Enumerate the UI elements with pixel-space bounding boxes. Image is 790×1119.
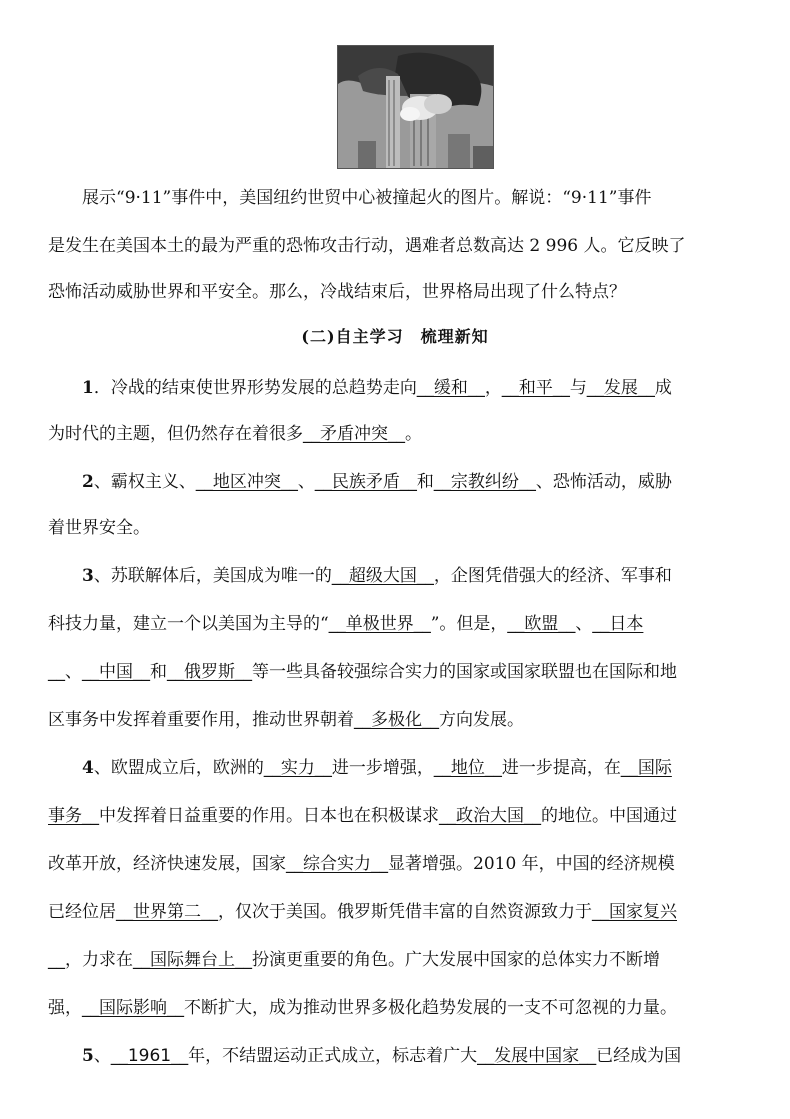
item-text: 的地位。中国通过 [541,806,677,826]
item-1-line-1 [82,376,672,400]
item-1-line-2 [48,422,422,446]
item-4-line-1 [82,756,672,780]
answer-blank: __缓和__ [416,378,485,398]
answer-blank: __发展中国家__ [477,1046,597,1066]
answer-blank: __地位__ [433,758,502,778]
item-text: 和 [150,662,167,682]
item-text: ， [484,378,502,398]
answer-blank: __中国__ [82,662,150,682]
answer-blank: __世界第二__ [116,902,218,922]
answer-blank: __ [48,950,65,970]
item-number: 2 [82,472,94,492]
item-5-line-1 [82,1044,681,1068]
answer-blank: __多极化__ [354,710,439,730]
item-text: ，仅次于美国。俄罗斯凭借丰富的自然资源致力于 [218,902,592,922]
item-number: 1 [82,378,94,398]
item-text: 不断扩大，成为推动世界多极化趋势发展的一支不可忽视的力量。 [184,998,677,1018]
answer-blank: __俄罗斯__ [167,662,252,682]
answer-blank: __单极世界__ [328,614,431,634]
item-text: 强， [48,998,82,1018]
item-text: 、霸权主义、 [93,472,196,492]
item-number: 3 [82,566,94,586]
item-text: 、 [297,472,315,492]
item-text: 成 [654,378,672,398]
item-text: ，力求在 [65,950,133,970]
item-number: 5 [82,1046,94,1066]
answer-blank: __1961__ [110,1046,189,1066]
item-text: 科技力量，建立一个以美国为主导的“ [48,614,329,634]
answer-blank: __发展__ [586,378,655,398]
item-text: ”。但是， [430,614,508,634]
item-2-line-1 [82,470,672,494]
item-text: 和 [416,472,434,492]
item-text: 中发挥着日益重要的作用。日本也在积极谋求 [99,806,439,826]
answer-blank: __国际 [620,758,672,778]
item-4-line-5 [48,948,660,972]
item-4-line-2 [48,804,677,828]
item-3-line-3 [48,660,677,684]
item-text: 与 [569,378,587,398]
item-text: 显著增强。2010 年，中国的经济规模 [388,854,675,874]
item-text: ．冷战的结束使世界形势发展的总趋势走向 [93,378,417,398]
item-text: 。 [405,424,422,444]
item-text: 方向发展。 [439,710,524,730]
item-number: 4 [82,758,94,778]
item-2-line-2: 着世界安全。 [48,518,150,538]
answer-blank: __国家复兴 [592,902,677,922]
item-text: 改革开放，经济快速发展，国家 [48,854,286,874]
answer-blank: __综合实力__ [286,854,388,874]
intro-line-1: 展示“9·11”事件中，美国纽约世贸中心被撞起火的图片。解说：“9·11”事件 [82,188,652,208]
item-4-line-6 [48,996,677,1020]
answer-blank: __政治大国__ [439,806,541,826]
answer-blank: __ [48,662,65,682]
intro-line-3: 恐怖活动威胁世界和平安全。那么，冷战结束后，世界格局出现了什么特点？ [48,282,626,302]
answer-blank: __欧盟__ [507,614,576,634]
item-4-line-3 [48,852,675,876]
item-text: 、苏联解体后，美国成为唯一的 [93,566,332,586]
item-text: 年，不结盟运动正式成立，标志着广大 [188,1046,478,1066]
item-text: 已经位居 [48,902,116,922]
item-text: 区事务中发挥着重要作用，推动世界朝着 [48,710,354,730]
item-3-line-4 [48,708,524,732]
answer-blank: __超级大国__ [331,566,434,586]
item-text: 扮演更重要的角色。广大发展中国家的总体实力不断增 [252,950,660,970]
answer-blank: __实力__ [263,758,332,778]
item-text: 、 [93,1046,111,1066]
answer-blank: __矛盾冲突__ [303,424,405,444]
answer-blank: __国际影响__ [82,998,184,1018]
intro-line-2: 是发生在美国本土的最为严重的恐怖攻击行动，遇难者总数高达 2 996 人。它反映了 [48,236,686,256]
answer-blank: __日本 [592,614,644,634]
answer-blank: __国际舞台上__ [133,950,252,970]
wtc-fire-photo [337,45,494,169]
item-text: 为时代的主题，但仍然存在着很多 [48,424,303,444]
item-text: 、 [575,614,593,634]
item-4-line-4 [48,900,677,924]
item-text: 、恐怖活动，威胁 [535,472,672,492]
section-title: (二)自主学习 梳理新知 [301,327,489,346]
item-text: 已经成为国 [596,1046,682,1066]
item-text: 进一步增强， [331,758,434,778]
item-3-line-2 [48,612,643,636]
item-text: 、欧盟成立后，欧洲的 [93,758,264,778]
answer-blank: __民族矛盾__ [314,472,417,492]
answer-blank: 事务__ [48,806,99,826]
answer-blank: __和平__ [501,378,570,398]
answer-blank: __地区冲突__ [195,472,298,492]
answer-blank: __宗教纠纷__ [433,472,536,492]
item-text: 进一步提高，在 [501,758,621,778]
item-text: 、 [65,662,82,682]
item-text: 等一些具备较强综合实力的国家或国家联盟也在国际和地 [252,662,677,682]
item-3-line-1 [82,564,672,588]
item-text: ，企图凭借强大的经济、军事和 [433,566,672,586]
